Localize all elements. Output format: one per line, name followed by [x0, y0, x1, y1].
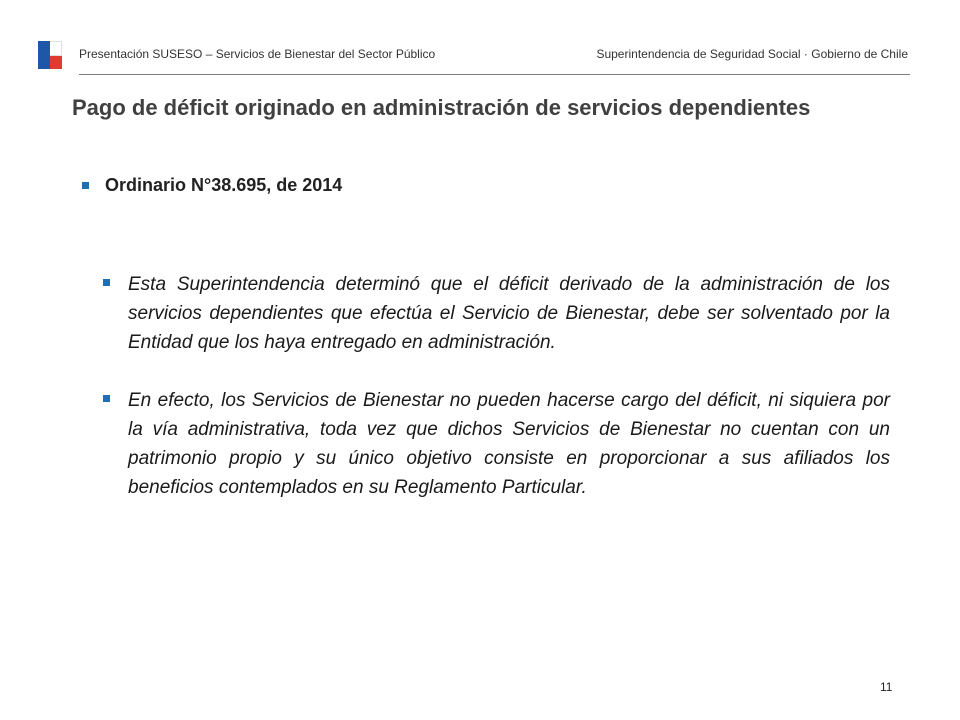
- logo-blue-block: [38, 41, 50, 69]
- bullet-text: En efecto, los Servicios de Bienestar no pueden hacerse cargo del déficit, ni siquiera por la vía administrativa, toda vez que dichos Servicios de Bienestar no cuentan con un patrimonio propio y su único objetivo consiste en proporcionar a sus afiliados los beneficios contemplados en su Reglamento Particular.: [128, 390, 890, 498]
- header-organization: Superintendencia de Seguridad Social · Gobierno de Chile: [596, 47, 908, 61]
- header-presentation-title: Presentación SUSESO – Servicios de Bienestar del Sector Público: [79, 47, 436, 61]
- header-divider: [79, 74, 910, 75]
- subheading-text: Ordinario N°38.695, de 2014: [105, 175, 343, 195]
- list-item: [103, 270, 890, 357]
- slide-title: Pago de déficit originado en administración de servicios dependientes: [72, 95, 811, 120]
- logo-red-block: [50, 56, 62, 69]
- square-bullet-icon: [82, 182, 89, 189]
- government-logo: [38, 41, 62, 69]
- bullet-text: Esta Superintendencia determinó que el déficit derivado de la administración de los servicios dependientes que efectúa el Servicio de Bienestar, debe ser solventado por la Entidad que los haya entregado en administración.: [128, 274, 890, 353]
- bullet-list: [103, 270, 890, 531]
- square-bullet-icon: [103, 279, 110, 286]
- logo-white-block: [50, 41, 62, 56]
- list-item: [103, 386, 890, 502]
- page-number: 11: [880, 680, 893, 694]
- square-bullet-icon: [103, 395, 110, 402]
- subheading: [82, 175, 342, 196]
